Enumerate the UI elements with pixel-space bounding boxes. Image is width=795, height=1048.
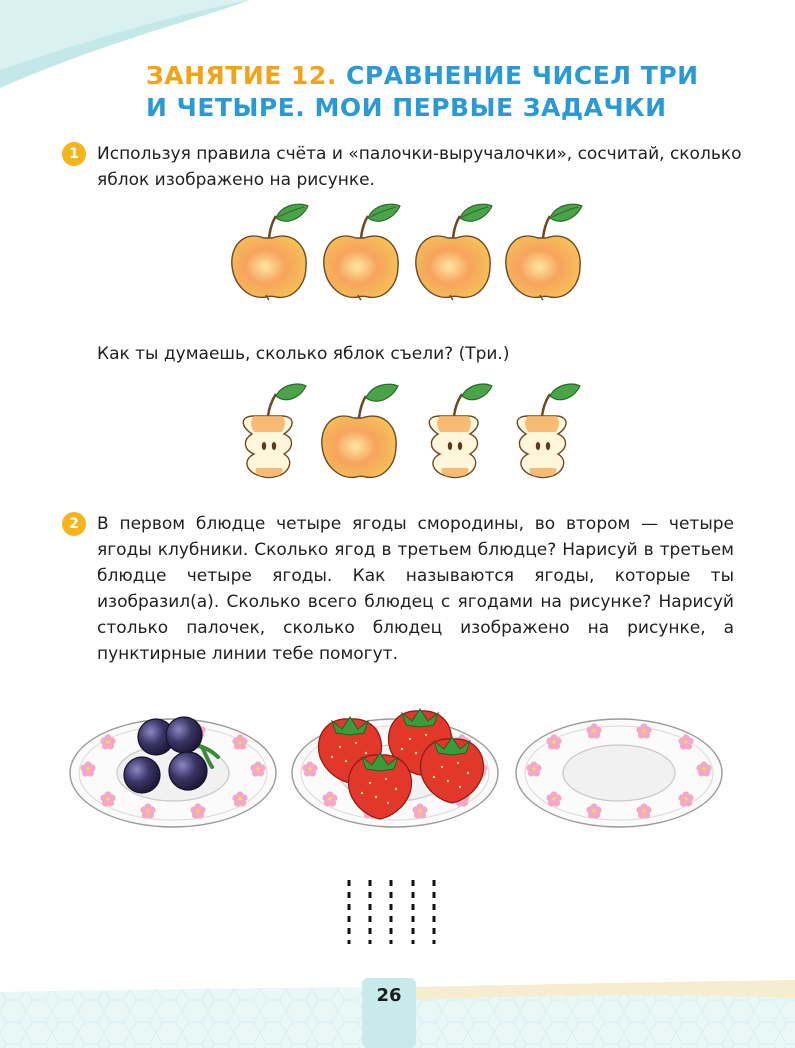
task-1-badge: 1 — [62, 142, 86, 166]
saucer-2-strawberries — [292, 709, 498, 827]
apple-core-2 — [429, 384, 492, 477]
page-number: 26 — [376, 984, 402, 1006]
apple-4 — [506, 204, 582, 300]
apple-core-1 — [243, 384, 306, 477]
saucer-3-empty — [516, 719, 722, 827]
lesson-topic-line1: СРАВНЕНИЕ ЧИСЕЛ ТРИ — [346, 61, 699, 90]
saucer-1-currants — [70, 717, 276, 827]
page-title — [146, 60, 706, 124]
task-2-text: В первом блюдце четыре ягоды смородины, во втором — четыре ягоды клубники. Сколько ягод в третьем блюдце? Нарисуй в третьем блюдце четыре ягоды. Как называются ягоды, которые ты изобразил(а). Сколько всего блюдец с ягодами на рисунке? Нарисуй столько палочек, сколько блюдец изображено на рисунке, а пунктирные линии тебе помогут. — [97, 514, 734, 664]
apples-eaten-row — [222, 382, 592, 482]
dashed-sticks — [346, 880, 442, 946]
task-1-text: Используя правила счёта и «палочки-выручалочки», сосчитай, сколько яблок изображено на рисунке. — [97, 144, 742, 190]
apple-1 — [232, 204, 308, 300]
saucers-illustration — [68, 705, 733, 840]
apple-core-3 — [517, 384, 580, 477]
apple-2 — [324, 204, 400, 300]
task-2-badge: 2 — [62, 512, 86, 536]
task-1-question: Как ты думаешь, сколько яблок съели? (Три.) — [97, 344, 510, 364]
apples-whole-row — [222, 200, 592, 305]
lesson-number: ЗАНЯТИЕ 12. — [146, 61, 337, 90]
apple-3 — [416, 204, 492, 300]
apple-whole — [322, 384, 398, 477]
lesson-topic-line2: И ЧЕТЫРЕ. МОИ ПЕРВЫЕ ЗАДАЧКИ — [146, 93, 667, 122]
